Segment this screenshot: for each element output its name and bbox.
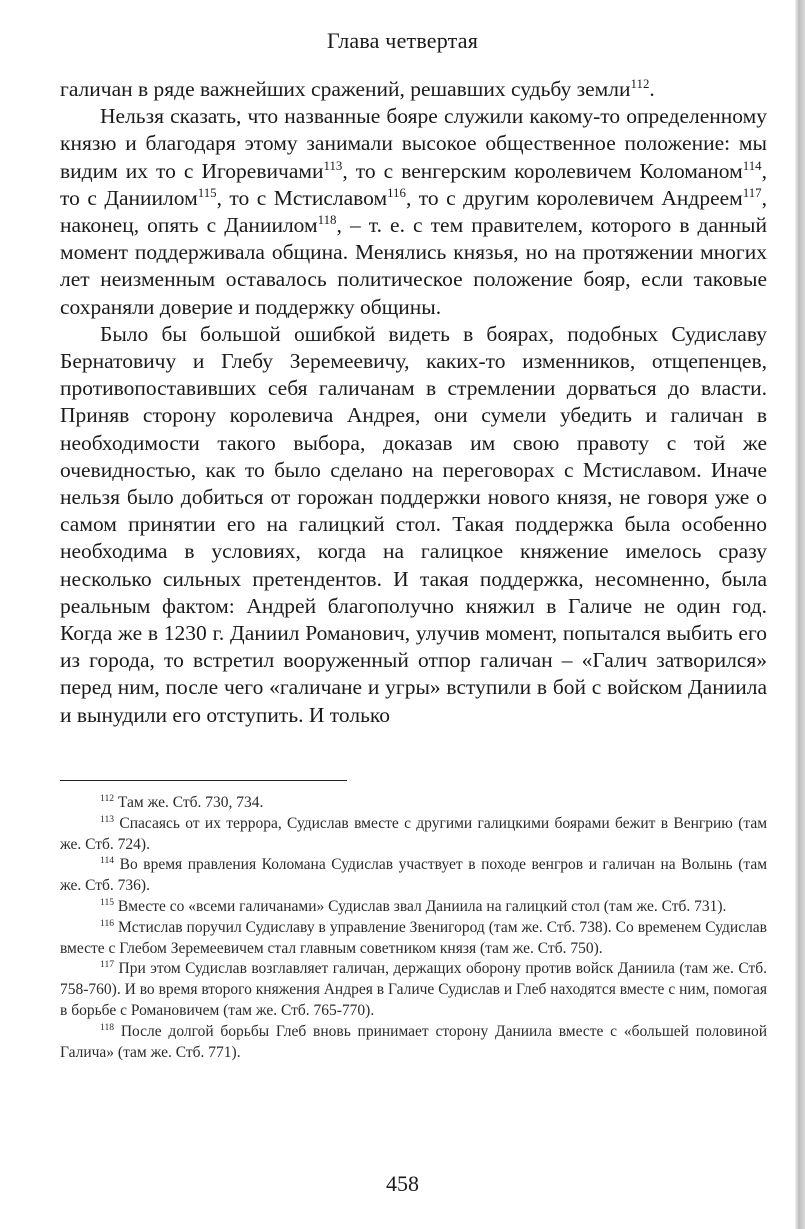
footnotes [60, 793, 767, 1063]
text-segment: , то с другим королевичем Андреем [405, 185, 743, 210]
footnote-number: 113 [100, 813, 115, 825]
main-text [60, 76, 767, 729]
text-segment: , то с Даниилом [60, 158, 767, 210]
paragraph [60, 321, 767, 729]
paragraph [60, 103, 767, 321]
footnote-number: 116 [100, 917, 115, 929]
footnote-reference: 117 [742, 185, 762, 200]
text-segment: Нельзя сказать, что названные бояре служили какому-то определенному князю и благодаря этому занимали высокое общественное положение: мы видим их то с Игоревичами [60, 104, 767, 183]
footnote-number: 114 [100, 855, 115, 867]
text-segment: . [649, 77, 655, 101]
footnote-number: 112 [100, 792, 115, 804]
footnote [60, 1022, 767, 1064]
running-header: Глава четвертая [326, 28, 479, 53]
footnote-reference: 113 [323, 158, 343, 173]
footnote-text: При этом Судислав возглавляет галичан, держащих оборону против войск Даниила (там же. Стб. 758-760). И во время второго княжения Андрея в Галиче Судислав и Глеб находятся вместе с ним, помогая в борьбе с Романовичем (там же. Стб. 765-770). [60, 960, 768, 1019]
footnote-text: Вместе со «всеми галичанами» Судислав звал Даниила на галицкий стол (там же. Стб. 731). [117, 897, 727, 915]
footnote-reference: 118 [317, 212, 337, 227]
footnote-text: Там же. Стб. 730, 734. [117, 794, 264, 811]
footnote-number: 118 [100, 1021, 115, 1033]
footnote [60, 918, 767, 960]
page-number: 458 [386, 1171, 419, 1196]
footnote [60, 855, 767, 897]
footnote-text: После долгой борьбы Глеб вновь принимает сторону Даниила вместе с «большей половиной Галича» (там же. Стб. 771). [60, 1022, 767, 1061]
footnote-reference: 115 [197, 185, 217, 200]
text-segment: , наконец, опять с Даниилом [60, 185, 767, 238]
footnote-reference: 116 [387, 185, 406, 200]
text-segment: , – т. е. с тем правителем, которого в данный момент поддерживала община. Менялись князья, но на протяжении многих лет неизменным оставалось политическое положение бояр, если таковые сохраняли доверие и поддержку общины. [60, 213, 768, 319]
footnote-separator [60, 780, 347, 781]
footnote-number: 115 [100, 896, 115, 908]
text-segment: , то с венгерским королевичем Коломаном [342, 158, 743, 183]
footnote-text: Во время правления Коломана Судислав участвует в походе венгров и галичан на Волынь (там же. Стб. 736). [60, 856, 768, 895]
footnote [60, 959, 767, 1021]
footnote-reference: 112 [630, 76, 650, 91]
text-segment: , то с Мстиславом [216, 185, 388, 210]
paragraph [60, 76, 767, 103]
text-segment: Было бы большой ошибкой видеть в боярах, подобных Судиславу Бернатовичу и Глебу Зеремеевичу, каких-то изменников, отщепенцев, противопоставивших себя галичанам в стремлении дорваться до власти. Приняв сторону королевича Андрея, они сумели убедить и галичан в необходимости такого выбора, доказав им свою правоту с той же очевидностью, как то было сделано на переговорах с Мстиславом. Иначе нельзя было добиться от горожан поддержки нового князя, не говоря уже о самом принятии его на галицкий стол. Такая поддержка была особенно необходима в условиях, когда на галицкое княжение имелось сразу несколько сильных претендентов. И такая поддержка, несомненно, была реальным фактом: Андрей благополучно княжил в Галиче не один год. Когда же в 1230 г. Даниил Романович, улучив момент, попытался выбить его из города, то встретил вооруженный отпор галичан – «Галич затворился» перед ним, после чего «галичане и угры» вступили в бой с войском Даниила и вынудили его отступить. И только [60, 321, 767, 727]
text-segment: галичан в ряде важнейших сражений, решавших судьбу земли [60, 77, 631, 101]
footnote-text: Спасаясь от их террора, Судислав вместе с другими галицкими боярами бежит в Венгрию (там же. Стб. 724). [60, 814, 768, 853]
page-edge-shadow [795, 0, 805, 1229]
footnote [60, 814, 767, 856]
footnote-number: 117 [100, 959, 115, 971]
footnote [60, 793, 767, 814]
footnote-reference: 114 [742, 158, 762, 173]
footnote [60, 897, 767, 918]
footnote-text: Мстислав поручил Судиславу в управление Звенигород (там же. Стб. 738). Со временем Судислав вместе с Глебом Зеремеевичем стал главным советником князя (там же. Стб. 750). [60, 918, 768, 957]
